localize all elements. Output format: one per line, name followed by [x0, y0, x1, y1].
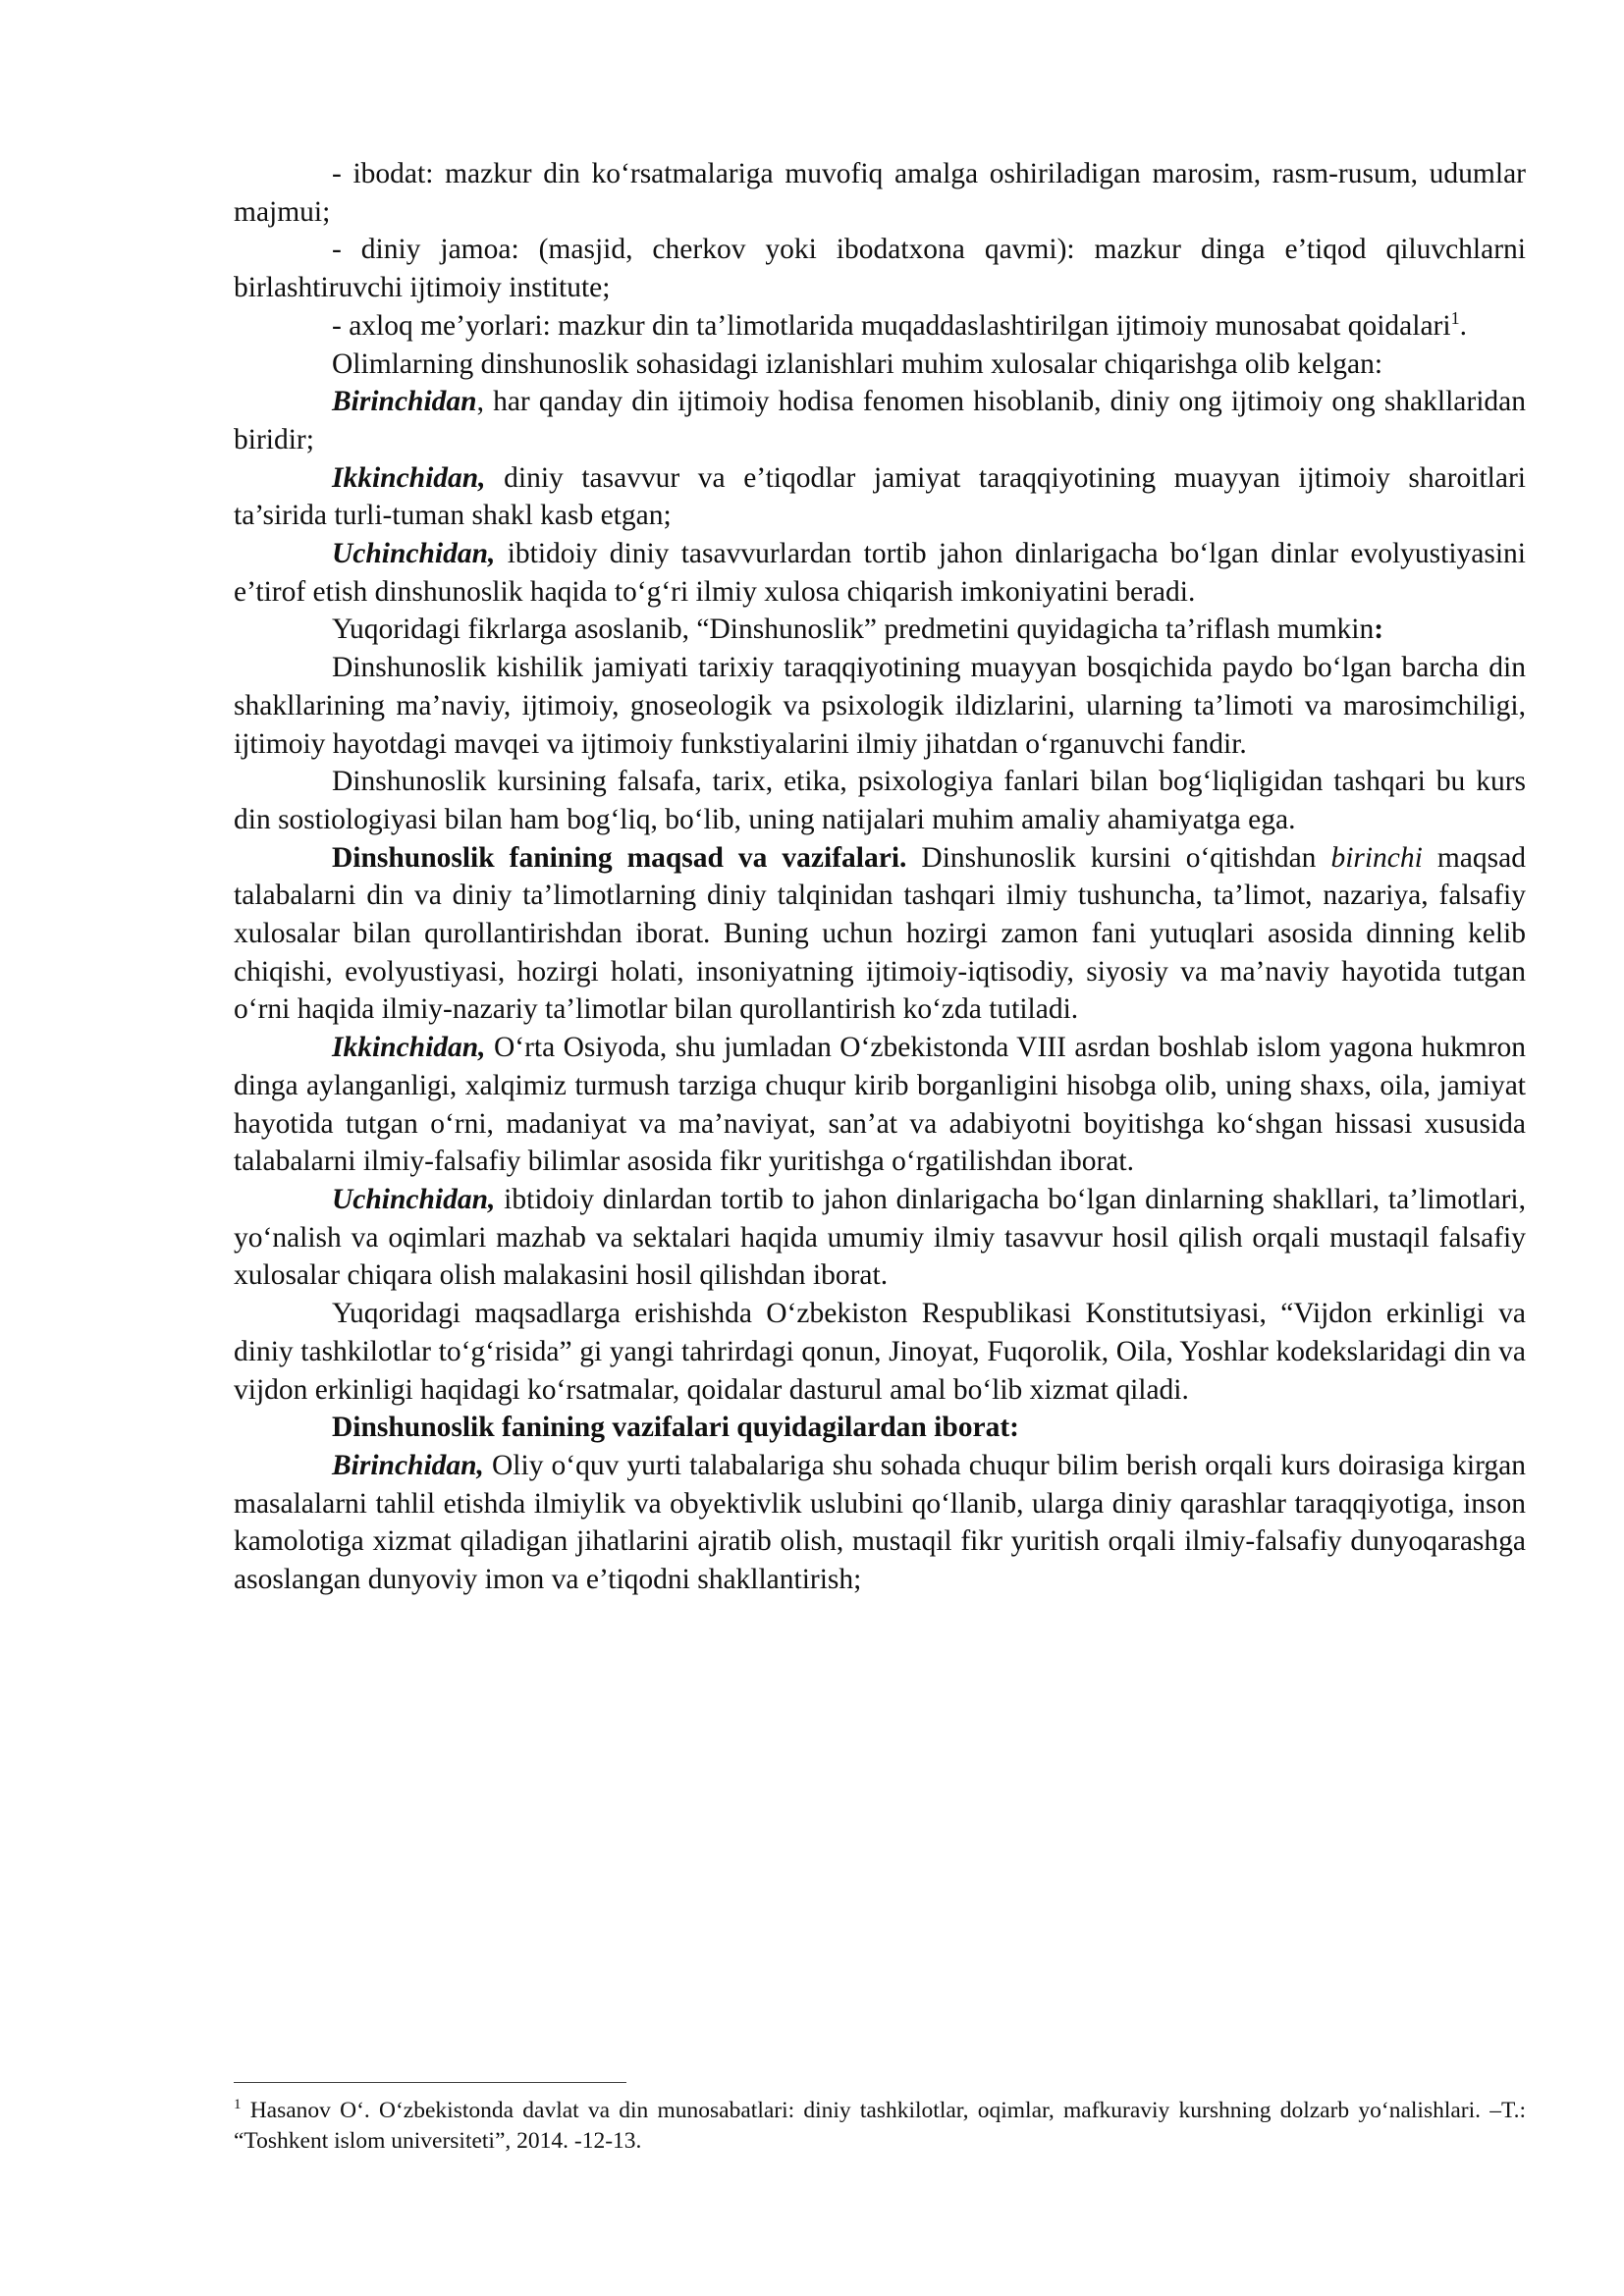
text-segment: Dinshunoslik kursining falsafa, tarix, etika, psixologiya fanlari bilan bog‘liqligidan tashqari bu kurs din sostiologiyasi bilan ham bog‘liq, bo‘lib, uning natijalari muhim amaliy ahamiyatga ega.: [234, 766, 1526, 835]
enumeration-heading: Ikkinchidan,: [332, 1032, 486, 1064]
paragraph-p6: [234, 459, 1526, 535]
footnote: [234, 2096, 1526, 2157]
paragraph-p11: [234, 839, 1526, 1030]
text-segment: diniy tasavvur va e’tiqodlar jamiyat taraqqiyotining muayyan ijtimoiy sharoitlari ta’sirida turli-tuman shakl kasb etgan;: [234, 461, 1526, 532]
enumeration-heading: Uchinchidan,: [332, 1183, 496, 1215]
text-segment: O‘rta Osiyoda, shu jumladan O‘zbekistonda VIII asrdan boshlab islom yagona hukmron dinga aylanganligi, xalqimiz turmush tarziga chuqur kirib borganligini hisobga olib, uning shaxs, oila, jamiyat hayotida tutgan o‘rni, madaniyat va ma’naviyat, san’at va adabiyotni boyitishga ko‘shgan hissasi xususida talabalarni ilmiy-falsafiy bilimlar asosida fikr yuritishga o‘rgatilishdan iborat.: [234, 1032, 1526, 1178]
text-segment: Yuqoridagi maqsadlarga erishishda O‘zbekiston Respublikasi Konstitutsiyasi, “Vijdon erkinligi va diniy tashkilotlar to‘g‘risida” gi yangi tahrirdagi qonun, Jinoyat, Fuqorolik, Oila, Yoshlar kodekslaridagi din va vijdon erkinligi haqidagi ko‘rsatmalar, qoidalar dasturul amal bo‘lib xizmat qiladi.: [234, 1298, 1526, 1406]
text-segment: ibtidoiy dinlardan tortib to jahon dinlarigacha bo‘lgan dinlarning shakllari, ta’limotlari, yo‘nalish va oqimlari mazhab va sektalari haqida umumiy ilmiy tasavvur hosil qilish orqali mustaqil falsafiy xulosalar chiqara olish malakasini hosil qilishdan iborat.: [234, 1183, 1526, 1292]
footnote-separator: [234, 2082, 626, 2083]
paragraph-p3: [234, 307, 1526, 346]
paragraph-p8: [234, 611, 1526, 649]
paragraph-p5: [234, 383, 1526, 458]
footnote-reference: 1: [1450, 307, 1460, 328]
text-segment: - ibodat: mazkur din ko‘rsatmalariga muvofiq amalga oshiriladigan marosim, rasm-rusum, udumlar majmui;: [234, 158, 1526, 228]
footnote-text: Hasanov O‘. O‘zbekistonda davlat va din munosabatlari: diniy tashkilotlar, oqimlar, mafkuraviy kurshning dolzarb yo‘nalishlari. –T.: “Toshkent islom universiteti”, 2014. -12-13.: [234, 2098, 1526, 2154]
paragraph-p10: [234, 763, 1526, 838]
enumeration-heading: Birinchidan,: [332, 1449, 484, 1481]
bold-text: Dinshunoslik fanining maqsad va vazifalari.: [332, 841, 907, 874]
text-segment: Oliy o‘quv yurti talabalariga shu sohada chuqur bilim berish orqali kurs doirasiga kirgan masalalarni tahlil etishda ilmiylik va obyektivlik uslubini qo‘llanib, ularga diniy qarashlar taraqqiyotiga, inson kamolotiga xizmat qiladigan jihatlarini ajratib olish, mustaqil fikr yuritish orqali ilmiy-falsafiy dunyoqarashga asoslangan dunyoviy imon va e’tiqodni shakllantirish;: [234, 1449, 1526, 1596]
paragraph-p12: [234, 1029, 1526, 1181]
text-segment: Dinshunoslik kursini o‘qitishdan: [906, 841, 1331, 874]
enumeration-heading: Uchinchidan,: [332, 538, 496, 570]
text-segment: Dinshunoslik kishilik jamiyati tarixiy taraqqiyotining muayyan bosqichida paydo bo‘lgan barcha din shakllarining ma’naviy, ijtimoiy, gnoseologik va psixologik ildizlarini, ularning ta’limoti va marosimchiligi, ijtimoiy hayotdagi mavqei va ijtimoiy funkstiyalarini ilmiy jihatdan o‘rganuvchi fandir.: [234, 652, 1526, 760]
text-segment: - axloq me’yorlari: mazkur din ta’limotlarida muqaddaslashtirilgan ijtimoiy munosabat qoidalari: [332, 309, 1451, 342]
enumeration-heading: Ikkinchidan,: [332, 461, 486, 494]
paragraph-p1: [234, 155, 1526, 231]
text-segment: , har qanday din ijtimoiy hodisa fenomen hisoblanib, diniy ong ijtimoiy ong shakllaridan biridir;: [234, 386, 1526, 455]
text-segment: Yuqoridagi fikrlarga asoslanib, “Dinshunoslik” predmetini quyidagicha ta’riflash mumkin: [332, 614, 1375, 646]
paragraph-p2: [234, 231, 1526, 306]
paragraph-p9: [234, 649, 1526, 763]
italic-text: birinchi: [1330, 841, 1423, 874]
paragraph-p15: [234, 1409, 1526, 1447]
footnote-marker: 1: [234, 2097, 242, 2113]
bold-text: Dinshunoslik fanining vazifalari quyidagilardan iborat:: [332, 1412, 1019, 1444]
text-segment: maqsad talabalarni din va diniy ta’limotlarning diniy talqinidan tashqari ilmiy tushuncha, ta’limot, nazariya, falsafiy xulosalar bilan qurollantirishdan iborat. Buning uchun hozirgi zamon fani yutuqlari asosida dinning kelib chiqishi, evolyustiyasi, hozirgi holati, insoniyatning ijtimoiy-iqtisodiy, siyosiy va ma’naviy hayotida tutgan o‘rni haqida ilmiy-nazariy ta’limotlar bilan qurollantirish ko‘zda tutiladi.: [234, 841, 1526, 1026]
text-segment: Olimlarning dinshunoslik sohasidagi izlanishlari muhim xulosalar chiqarishga olib kelgan:: [332, 347, 1383, 380]
enumeration-heading: Birinchidan: [332, 386, 477, 418]
text-segment: .: [1459, 309, 1467, 342]
text-segment: ibtidoiy diniy tasavvurlardan tortib jahon dinlarigacha bo‘lgan dinlar evolyustiyasini e’tirof etish dinshunoslik haqida to‘g‘ri ilmiy xulosa chiqarish imkoniyatini beradi.: [234, 538, 1526, 608]
bold-text: :: [1374, 614, 1384, 646]
paragraph-p16: [234, 1447, 1526, 1599]
text-segment: - diniy jamoa: (masjid, cherkov yoki ibodatxona qavmi): mazkur dinga e’tiqod qiluvchlarni birlashtiruvchi ijtimoiy institute;: [234, 234, 1526, 304]
paragraph-p7: [234, 535, 1526, 611]
paragraph-p14: [234, 1295, 1526, 1409]
body-text: [234, 155, 1526, 1599]
paragraph-p13: [234, 1181, 1526, 1295]
paragraph-p4: [234, 346, 1526, 384]
